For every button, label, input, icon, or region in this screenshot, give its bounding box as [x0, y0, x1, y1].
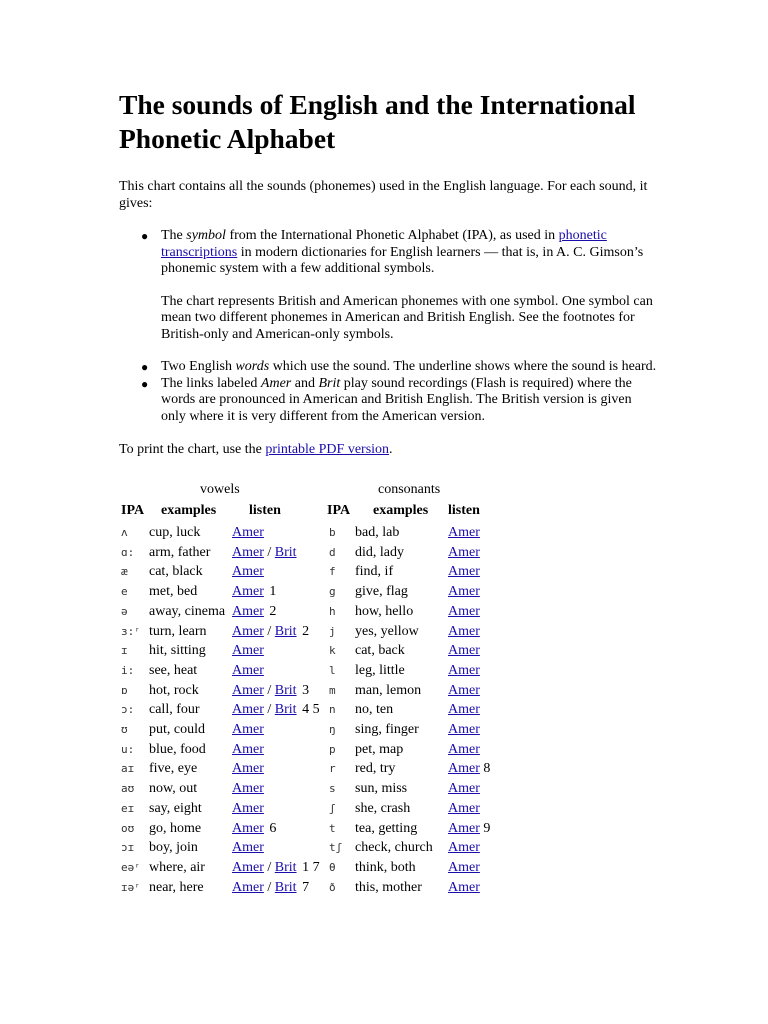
vowel-examples: cup, luck: [149, 525, 201, 540]
amer-audio-link[interactable]: Amer: [232, 603, 264, 619]
vowel-ipa-symbol: i:: [121, 663, 135, 677]
vowel-listen-links: [232, 720, 264, 740]
consonant-examples: man, lemon: [355, 682, 422, 698]
amer-audio-link[interactable]: Amer: [232, 800, 264, 816]
consonant-examples: tea, getting: [355, 820, 418, 836]
consonant-examples: cat, back: [355, 643, 405, 659]
consonant-ipa-symbol: ð: [329, 880, 336, 894]
consonant-ipa-symbol: ŋ: [329, 723, 336, 736]
vowel-ipa-symbol: ʊ: [121, 723, 128, 736]
amer-audio-link[interactable]: Amer: [448, 722, 480, 737]
amer-audio-link[interactable]: Amer: [232, 820, 264, 836]
vowel-examples: say, eight: [149, 800, 202, 816]
vowel-examples: hot, rock: [149, 682, 199, 698]
vowel-ipa-symbol: aʊ: [121, 782, 135, 796]
vowel-listen-links: [232, 858, 320, 878]
vowel-listen-links: [232, 562, 264, 582]
consonant-ipa-symbol: k: [329, 644, 336, 658]
vowel-ipa-symbol: ɪ: [121, 644, 128, 658]
amer-audio-link[interactable]: Amer: [448, 564, 480, 580]
print-paragraph: To print the chart, use the printable PDF version.: [119, 442, 393, 457]
vowels-header-listen: listen: [249, 503, 281, 518]
vowel-listen-links: [232, 582, 276, 602]
bullet-icon: ●: [141, 376, 149, 391]
consonant-ipa-symbol: t: [329, 821, 336, 835]
consonant-ipa-symbol: f: [329, 565, 336, 579]
vowel-listen-links: [232, 602, 276, 622]
consonant-examples: this, mother: [355, 879, 422, 895]
page-title: The sounds of English and the International Phonetic Alphabet: [119, 89, 636, 154]
footnote-ref: 4 5: [302, 702, 320, 718]
amer-audio-link[interactable]: Amer: [448, 840, 480, 856]
consonant-ipa-symbol: g: [329, 585, 336, 599]
footnote-ref: 2: [269, 603, 277, 619]
vowel-ipa-symbol: ə: [121, 604, 128, 618]
consonant-listen-links: [448, 819, 490, 839]
intro-paragraph: This chart contains all the sounds (phonemes) used in the English language. For each sound, it gives:: [119, 179, 648, 211]
vowel-ipa-symbol: oʊ: [121, 821, 135, 835]
amer-audio-link[interactable]: Amer: [448, 525, 480, 540]
amer-audio-link[interactable]: Amer: [232, 584, 264, 600]
vowel-listen-links: [232, 700, 320, 720]
consonant-examples: give, flag: [355, 584, 408, 600]
consonant-listen-links: [448, 759, 490, 779]
vowel-examples: go, home: [149, 820, 202, 836]
vowel-examples: away, cinema: [149, 603, 226, 619]
list-item: ● Two English words which use the sound. The underline shows where the sound is heard.: [141, 359, 657, 374]
consonants-header-ipa: IPA: [327, 503, 351, 518]
amer-audio-link[interactable]: Amer: [232, 741, 264, 757]
consonant-listen-links: [448, 523, 480, 543]
consonant-examples: red, try: [355, 761, 396, 777]
consonant-ipa-symbol: j: [329, 624, 336, 638]
amer-audio-link[interactable]: Amer: [232, 722, 264, 737]
amer-audio-link[interactable]: Amer: [448, 879, 480, 895]
consonant-listen-links: [448, 562, 480, 582]
consonants-header-listen: listen: [448, 503, 480, 518]
amer-audio-link[interactable]: Amer: [448, 859, 480, 875]
consonant-ipa-symbol: b: [329, 526, 336, 539]
consonant-listen-links: [448, 720, 480, 740]
consonant-listen-links: [448, 799, 480, 819]
consonant-ipa-symbol: l: [329, 663, 336, 677]
brit-audio-link[interactable]: Brit: [274, 623, 297, 639]
vowel-examples: blue, food: [149, 741, 206, 757]
consonant-examples: sun, miss: [355, 781, 408, 797]
amer-audio-link[interactable]: Amer: [232, 564, 264, 580]
amer-audio-link[interactable]: Amer: [448, 800, 480, 816]
vowel-listen-links: [232, 740, 264, 760]
brit-audio-link[interactable]: Brit: [274, 682, 297, 698]
consonant-ipa-symbol: θ: [329, 860, 336, 874]
amer-audio-link[interactable]: Amer: [448, 643, 480, 659]
consonant-listen-links: [448, 661, 480, 681]
vowel-examples: boy, join: [149, 840, 198, 856]
amer-audio-link[interactable]: Amer: [448, 662, 480, 678]
vowel-listen-links: [232, 799, 264, 819]
consonant-listen-links: [448, 838, 480, 858]
vowel-listen-links: [232, 838, 264, 858]
vowel-listen-links: [232, 661, 264, 681]
vowel-examples: where, air: [149, 859, 205, 875]
amer-audio-link[interactable]: Amer: [448, 761, 480, 777]
consonant-examples: did, lady: [355, 544, 404, 560]
footnote-ref: 8: [483, 761, 491, 777]
amer-audio-link[interactable]: Amer: [232, 623, 264, 639]
consonant-listen-links: [448, 878, 480, 898]
consonant-examples: how, hello: [355, 603, 414, 619]
vowel-examples: five, eye: [149, 761, 198, 777]
vowel-ipa-symbol: ɔɪ: [121, 841, 135, 855]
amer-audio-link[interactable]: Amer: [448, 682, 480, 698]
link-separator: /: [263, 859, 275, 875]
vowel-listen-links: [232, 622, 309, 642]
link-separator: /: [263, 702, 275, 718]
consonant-listen-links: [448, 779, 480, 799]
amer-audio-link[interactable]: Amer: [232, 702, 264, 718]
amer-audio-link[interactable]: Amer: [448, 702, 480, 718]
vowel-ipa-symbol: eəʳ: [121, 860, 141, 874]
consonant-examples: leg, little: [355, 662, 405, 678]
footnote-ref: 2: [302, 623, 310, 639]
amer-audio-link[interactable]: Amer: [448, 623, 480, 639]
vowel-listen-links: [232, 878, 309, 898]
vowels-header-examples: examples: [161, 503, 217, 518]
amer-audio-link[interactable]: Amer: [232, 781, 264, 797]
amer-audio-link[interactable]: Amer: [232, 859, 264, 875]
consonant-examples: yes, yellow: [355, 623, 419, 639]
vowel-ipa-symbol: aɪ: [121, 762, 135, 776]
bullet-icon: ●: [141, 360, 149, 374]
consonant-examples: find, if: [355, 564, 394, 580]
vowel-examples: see, heat: [149, 662, 198, 678]
bullet-icon: ●: [141, 229, 149, 243]
consonant-examples: sing, finger: [355, 722, 419, 737]
vowel-ipa-symbol: ɔ:: [121, 703, 135, 717]
amer-audio-link[interactable]: Amer: [448, 544, 480, 560]
vowel-listen-links: [232, 819, 276, 839]
footnote-ref: 9: [483, 820, 491, 836]
consonant-listen-links: [448, 582, 480, 602]
vowels-title: vowels: [200, 482, 240, 497]
consonant-examples: she, crash: [355, 800, 411, 816]
amer-audio-link[interactable]: Amer: [232, 544, 264, 560]
amer-audio-link[interactable]: Amer: [232, 643, 264, 659]
amer-audio-link[interactable]: Amer: [448, 741, 480, 757]
phonetic-transcriptions-link[interactable]: phonetic transcriptions: [161, 228, 607, 260]
consonant-listen-links: [448, 641, 480, 661]
footnote-ref: 1: [269, 584, 277, 600]
vowel-ipa-symbol: ɑ:: [121, 545, 135, 559]
vowel-ipa-symbol: u:: [121, 742, 135, 756]
list-item: ● The symbol from the International Phonetic Alphabet (IPA), as used in phonetic transcriptions in modern dictionaries for English learners — that is, in A. C. Gimson’s phonemic system with a few additional symbols. The chart represents British and American phonemes with one symbol. One symbol can mean two different phonemes in American and British English. See the footnotes for British-only and American-only symbols.: [161, 228, 659, 343]
amer-audio-link[interactable]: Amer: [232, 879, 264, 895]
consonant-listen-links: [448, 543, 480, 563]
vowel-ipa-symbol: ɒ: [121, 683, 128, 697]
consonant-examples: no, ten: [355, 702, 394, 718]
amer-audio-link[interactable]: Amer: [232, 525, 264, 540]
consonant-ipa-symbol: h: [329, 604, 336, 618]
consonant-listen-links: [448, 858, 480, 878]
link-separator: /: [263, 682, 275, 698]
vowel-listen-links: [232, 681, 309, 701]
vowel-ipa-symbol: æ: [121, 565, 128, 579]
vowel-ipa-symbol: e: [121, 585, 128, 599]
feature-list: [119, 228, 659, 425]
consonant-ipa-symbol: p: [329, 742, 336, 756]
amer-audio-link[interactable]: Amer: [448, 781, 480, 797]
consonant-listen-links: [448, 602, 480, 622]
vowel-listen-links: [232, 641, 264, 661]
brit-audio-link[interactable]: Brit: [274, 702, 297, 718]
list-item: ● The links labeled Amer and Brit play sound recordings (Flash is required) where the words are pronounced in American and British English. The British version is given only where it is very different from the American version.: [141, 375, 632, 424]
vowel-examples: met, bed: [149, 584, 198, 600]
vowels-header-ipa: IPA: [121, 503, 145, 518]
amer-audio-link[interactable]: Amer: [232, 761, 264, 777]
vowel-examples: turn, learn: [149, 623, 207, 639]
link-separator: /: [263, 623, 275, 639]
amer-audio-link[interactable]: Amer: [232, 840, 264, 856]
consonant-examples: think, both: [355, 859, 416, 875]
printable-pdf-link[interactable]: printable PDF version: [265, 442, 390, 457]
amer-audio-link[interactable]: Amer: [448, 603, 480, 619]
consonants-header-examples: examples: [373, 503, 429, 518]
consonants-title: consonants: [378, 482, 441, 497]
vowel-examples: near, here: [149, 879, 204, 895]
consonant-ipa-symbol: r: [329, 762, 336, 776]
footnote-ref: 3: [302, 682, 310, 698]
consonant-listen-links: [448, 700, 480, 720]
consonant-listen-links: [448, 740, 480, 760]
vowel-listen-links: [232, 759, 264, 779]
vowel-ipa-symbol: eɪ: [121, 801, 135, 815]
consonant-examples: check, church: [355, 840, 433, 856]
vowel-examples: now, out: [149, 781, 198, 797]
consonant-ipa-symbol: tʃ: [329, 841, 343, 855]
vowel-examples: call, four: [149, 702, 200, 718]
amer-audio-link[interactable]: Amer: [232, 662, 264, 678]
vowel-ipa-symbol: ɜ:ʳ: [121, 624, 141, 638]
consonant-examples: pet, map: [355, 741, 404, 757]
footnote-ref: 6: [269, 820, 277, 836]
vowel-listen-links: [232, 779, 264, 799]
vowel-examples: arm, father: [149, 544, 211, 560]
vowel-examples: put, could: [149, 722, 205, 737]
link-separator: /: [263, 879, 275, 895]
consonant-ipa-symbol: m: [329, 683, 336, 697]
consonant-ipa-symbol: ʃ: [329, 801, 336, 815]
document-body: [119, 88, 659, 458]
vowel-ipa-symbol: ʌ: [121, 526, 128, 539]
consonant-ipa-symbol: n: [329, 703, 336, 717]
footnote-ref: 1 7: [302, 859, 320, 875]
brit-audio-link[interactable]: Brit: [274, 544, 297, 560]
consonant-ipa-symbol: s: [329, 782, 336, 796]
vowel-examples: cat, black: [149, 564, 203, 580]
chart-note-paragraph: The chart represents British and American phonemes with one symbol. One symbol can mean two different phonemes in American and British English. See the footnotes for British-only and American-only symbols.: [161, 293, 653, 342]
consonant-ipa-symbol: d: [329, 545, 336, 559]
footnote-ref: 7: [302, 879, 310, 895]
amer-audio-link[interactable]: Amer: [448, 584, 480, 600]
amer-audio-link[interactable]: Amer: [232, 682, 264, 698]
consonant-listen-links: [448, 622, 480, 642]
brit-audio-link[interactable]: Brit: [274, 859, 297, 875]
vowel-examples: hit, sitting: [149, 643, 206, 659]
vowel-ipa-symbol: ɪəʳ: [121, 880, 141, 894]
link-separator: /: [263, 544, 275, 560]
consonant-examples: bad, lab: [355, 525, 400, 540]
amer-audio-link[interactable]: Amer: [448, 820, 480, 836]
vowel-listen-links: [232, 543, 297, 563]
brit-audio-link[interactable]: Brit: [274, 879, 297, 895]
vowel-listen-links: [232, 523, 264, 543]
consonant-listen-links: [448, 681, 480, 701]
